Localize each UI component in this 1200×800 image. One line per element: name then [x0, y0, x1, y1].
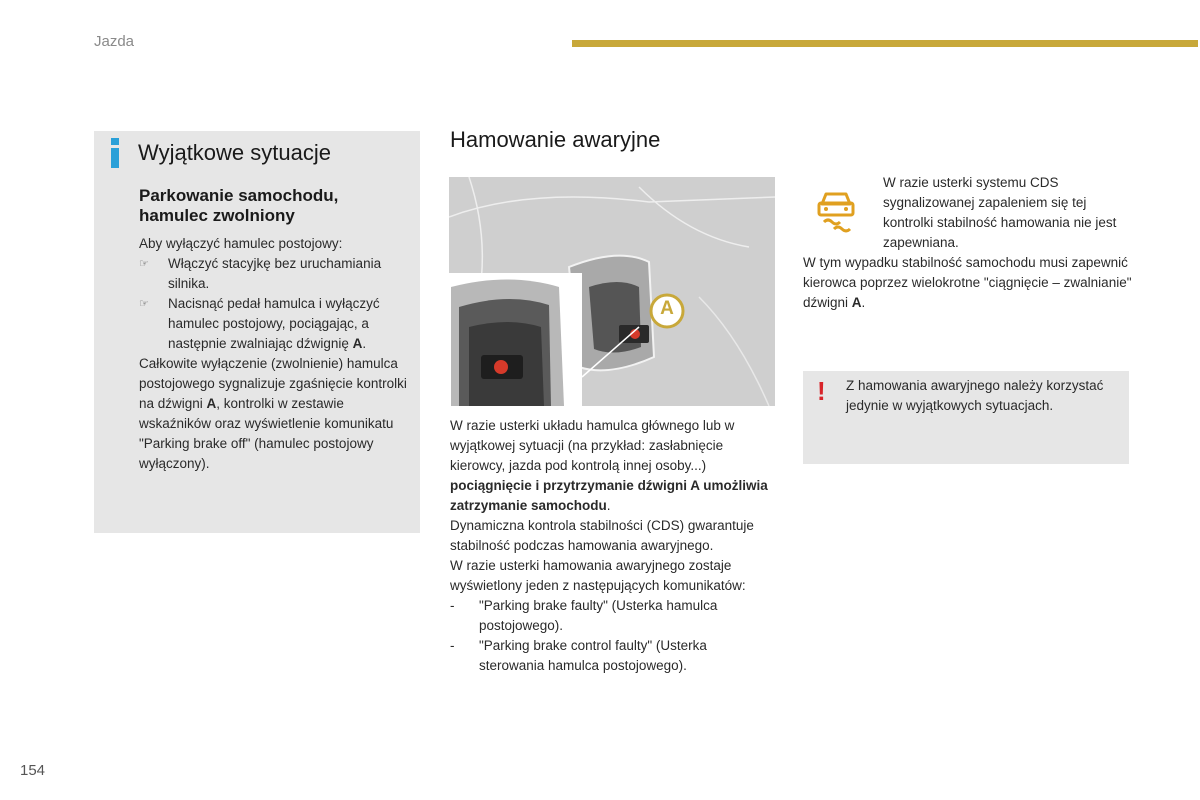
page-number: 154	[20, 762, 46, 779]
emergency-braking-title: Hamowanie awaryjne	[450, 127, 661, 152]
cds-warning-icon	[812, 186, 860, 234]
parking-instructions	[139, 234, 414, 474]
info-box-title: Wyjątkowe sytuacje	[138, 140, 331, 165]
info-icon	[108, 138, 122, 168]
lever-label: A	[660, 298, 674, 319]
paragraph: W razie usterki hamowania awaryjnego zostaje wyświetlony jeden z następujących komunikatów:	[450, 558, 746, 593]
paragraph: Dynamiczna kontrola stabilności (CDS) gwarantuje stabilność podczas hamowania awaryjnego.	[450, 518, 754, 553]
warning-icon: !	[817, 376, 826, 406]
header-rule	[572, 40, 1198, 47]
intro-text: Aby wyłączyć hamulec postojowy:	[139, 236, 343, 251]
section-label: Jazda	[94, 33, 135, 50]
release-paragraph: Całkowite wyłączenie (zwolnienie) hamulca postojowego sygnalizuje zgaśnięcie kontrolki na dźwigni A, kontrolki w zestawie wskaźników oraz wyświetlenie komunikatu "Parking brake off" (hamulec postojowy wyłączony).	[139, 356, 407, 471]
paragraph: W razie usterki układu hamulca głównego lub w wyjątkowej sytuacji (na przykład: zasłabnięcie kierowcy, jazda pod kontrolą innej osoby...) pociągnięcie i przytrzymanie dźwigni A umożliwia zatrzymanie samochodu.	[450, 418, 768, 513]
warning-text: Z hamowania awaryjnego należy korzystać jedynie w wyjątkowych sytuacjach.	[846, 378, 1104, 413]
pointer-icon: ☞	[139, 298, 149, 310]
stability-paragraph: W tym wypadku stabilność samochodu musi zapewnić kierowca poprzez wielokrotne "ciągnięcie – zwalnianie" dźwigni A.	[803, 255, 1132, 310]
parking-brake-lever-illustration	[449, 177, 775, 406]
cds-fault-text: W razie usterki systemu CDS sygnalizowanej zapaleniem się tej kontrolki stabilność hamowania nie jest zapewniana.	[883, 175, 1117, 250]
list-item: - "Parking brake faulty" (Usterka hamulca postojowego).	[450, 598, 718, 633]
emergency-braking-text	[450, 416, 775, 676]
list-item: - "Parking brake control faulty" (Usterka sterowania hamulca postojowego).	[450, 638, 707, 673]
parking-subtitle: Parkowanie samochodu, hamulec zwolniony	[139, 186, 339, 225]
pointer-icon: ☞	[139, 258, 149, 270]
list-item: ☞ Nacisnąć pedał hamulca i wyłączyć hamulec postojowy, pociągając, a następnie zwalniając dźwignię A.	[139, 296, 380, 351]
list-item: ☞ Włączyć stacyjkę bez uruchamiania silnika.	[139, 256, 382, 291]
